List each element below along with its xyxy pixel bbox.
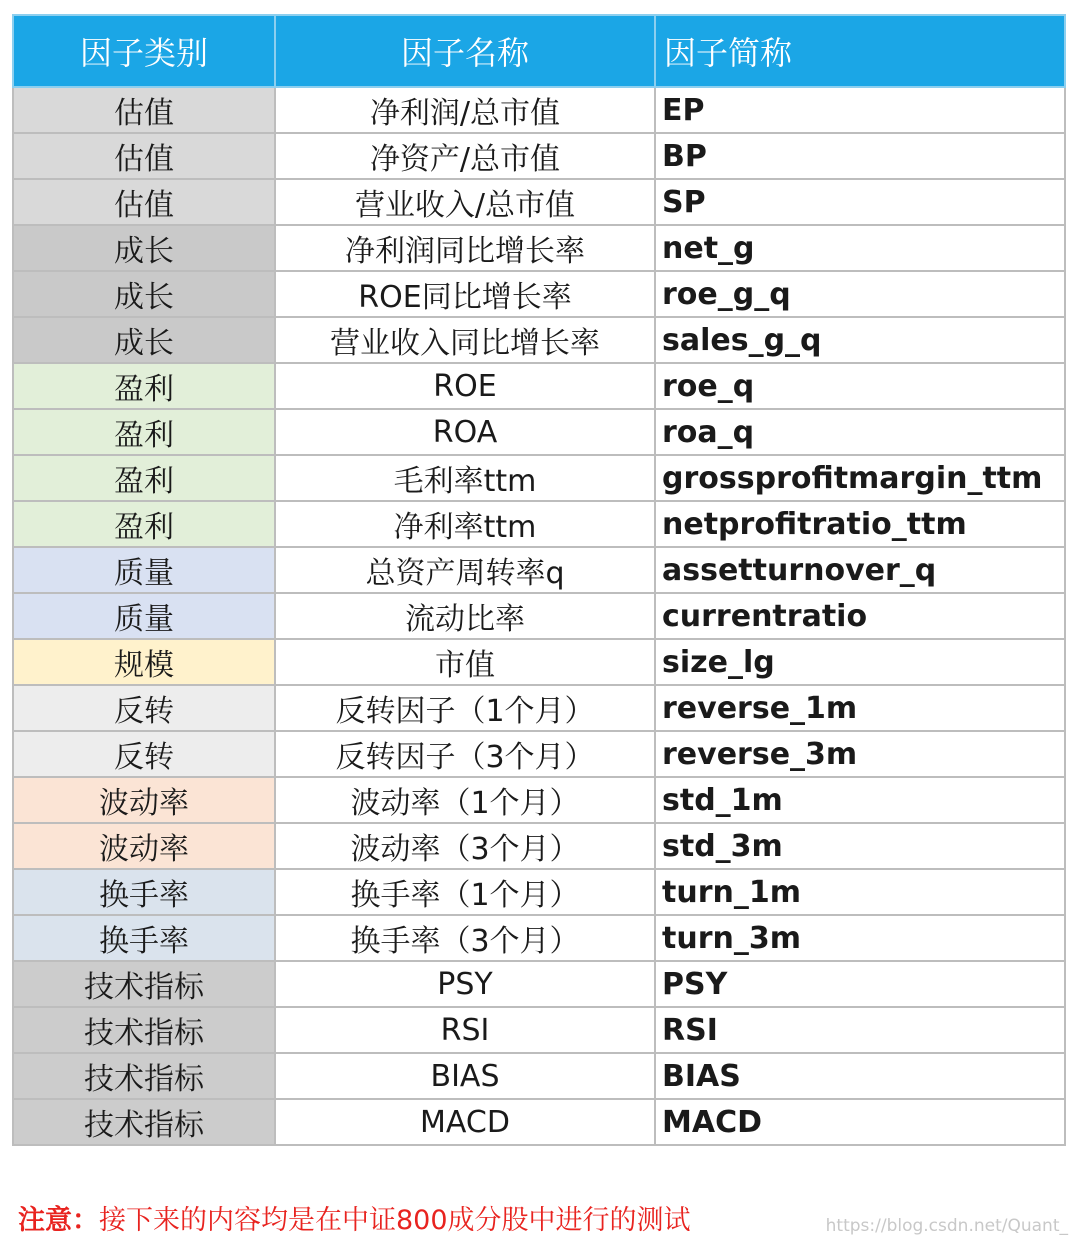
factor-category-cell: 估值: [13, 87, 275, 133]
factor-category-cell: 质量: [13, 593, 275, 639]
factor-category-cell: 估值: [13, 179, 275, 225]
factor-code-cell: grossprofitmargin_ttm: [655, 455, 1065, 501]
factor-category-cell: 估值: [13, 133, 275, 179]
factor-name-cell: ROE: [275, 363, 655, 409]
factor-name-cell: 市值: [275, 639, 655, 685]
factor-category-cell: 反转: [13, 685, 275, 731]
factor-category-cell: 反转: [13, 731, 275, 777]
table-row: [13, 1053, 1065, 1099]
factor-code-cell: roe_q: [655, 363, 1065, 409]
factor-name-cell: 波动率（3个月）: [275, 823, 655, 869]
table-row: [13, 455, 1065, 501]
factor-category-cell: 技术指标: [13, 1007, 275, 1053]
note-body: 接下来的内容均是在中证800成分股中进行的测试: [99, 1205, 691, 1236]
table-row: [13, 225, 1065, 271]
factor-category-cell: 成长: [13, 225, 275, 271]
table-row: [13, 1099, 1065, 1145]
factor-name-cell: MACD: [275, 1099, 655, 1145]
factor-code-cell: turn_1m: [655, 869, 1065, 915]
table-row: [13, 547, 1065, 593]
factor-name-cell: ROA: [275, 409, 655, 455]
factor-category-cell: 技术指标: [13, 961, 275, 1007]
factor-name-cell: 营业收入/总市值: [275, 179, 655, 225]
factor-code-cell: currentratio: [655, 593, 1065, 639]
factor-name-cell: 反转因子（1个月）: [275, 685, 655, 731]
factor-code-cell: net_g: [655, 225, 1065, 271]
factor-code-cell: netprofitratio_ttm: [655, 501, 1065, 547]
table-row: [13, 363, 1065, 409]
table-body: [13, 87, 1065, 1145]
factor-code-cell: turn_3m: [655, 915, 1065, 961]
table-row: [13, 271, 1065, 317]
factor-category-cell: 盈利: [13, 409, 275, 455]
factor-category-cell: 盈利: [13, 455, 275, 501]
table-row: [13, 501, 1065, 547]
header-code: 因子简称: [655, 15, 1065, 87]
table-row: [13, 823, 1065, 869]
factor-code-cell: sales_g_q: [655, 317, 1065, 363]
factor-name-cell: 净利润/总市值: [275, 87, 655, 133]
factor-code-cell: std_1m: [655, 777, 1065, 823]
table-header-row: [13, 15, 1065, 87]
table-row: [13, 1007, 1065, 1053]
factor-name-cell: RSI: [275, 1007, 655, 1053]
table-row: [13, 639, 1065, 685]
header-category: 因子类别: [13, 15, 275, 87]
factor-name-cell: 毛利率ttm: [275, 455, 655, 501]
factor-code-cell: MACD: [655, 1099, 1065, 1145]
factor-name-cell: 营业收入同比增长率: [275, 317, 655, 363]
factor-code-cell: roe_g_q: [655, 271, 1065, 317]
factor-name-cell: ROE同比增长率: [275, 271, 655, 317]
factor-code-cell: reverse_3m: [655, 731, 1065, 777]
factor-category-cell: 换手率: [13, 869, 275, 915]
table-row: [13, 317, 1065, 363]
factor-category-cell: 技术指标: [13, 1099, 275, 1145]
table-row: [13, 87, 1065, 133]
factor-name-cell: 净资产/总市值: [275, 133, 655, 179]
factor-name-cell: 净利率ttm: [275, 501, 655, 547]
table-row: [13, 731, 1065, 777]
table-row: [13, 915, 1065, 961]
factor-category-cell: 波动率: [13, 823, 275, 869]
table-row: [13, 409, 1065, 455]
factor-name-cell: 流动比率: [275, 593, 655, 639]
table-row: [13, 869, 1065, 915]
factor-code-cell: SP: [655, 179, 1065, 225]
factor-code-cell: EP: [655, 87, 1065, 133]
factor-code-cell: assetturnover_q: [655, 547, 1065, 593]
table-row: [13, 685, 1065, 731]
factor-category-cell: 盈利: [13, 501, 275, 547]
factor-category-cell: 质量: [13, 547, 275, 593]
factor-name-cell: 净利润同比增长率: [275, 225, 655, 271]
factor-name-cell: 波动率（1个月）: [275, 777, 655, 823]
table-row: [13, 961, 1065, 1007]
factor-name-cell: 总资产周转率q: [275, 547, 655, 593]
factor-code-cell: roa_q: [655, 409, 1065, 455]
factor-name-cell: BIAS: [275, 1053, 655, 1099]
factor-code-cell: BP: [655, 133, 1065, 179]
factor-category-cell: 波动率: [13, 777, 275, 823]
note-text: [18, 1198, 691, 1237]
header-name: 因子名称: [275, 15, 655, 87]
table-row: [13, 133, 1065, 179]
factor-category-cell: 成长: [13, 317, 275, 363]
factor-name-cell: 反转因子（3个月）: [275, 731, 655, 777]
factor-category-cell: 换手率: [13, 915, 275, 961]
factor-table: [12, 14, 1066, 1146]
factor-name-cell: 换手率（3个月）: [275, 915, 655, 961]
table-row: [13, 593, 1065, 639]
factor-code-cell: RSI: [655, 1007, 1065, 1053]
factor-code-cell: reverse_1m: [655, 685, 1065, 731]
factor-category-cell: 盈利: [13, 363, 275, 409]
factor-name-cell: PSY: [275, 961, 655, 1007]
watermark: https://blog.csdn.net/Quant_: [825, 1216, 1068, 1236]
factor-category-cell: 技术指标: [13, 1053, 275, 1099]
table-row: [13, 777, 1065, 823]
factor-category-cell: 规模: [13, 639, 275, 685]
factor-code-cell: size_lg: [655, 639, 1065, 685]
factor-category-cell: 成长: [13, 271, 275, 317]
factor-code-cell: BIAS: [655, 1053, 1065, 1099]
factor-code-cell: PSY: [655, 961, 1065, 1007]
table-row: [13, 179, 1065, 225]
factor-name-cell: 换手率（1个月）: [275, 869, 655, 915]
note-prefix: 注意：: [18, 1205, 99, 1236]
factor-code-cell: std_3m: [655, 823, 1065, 869]
